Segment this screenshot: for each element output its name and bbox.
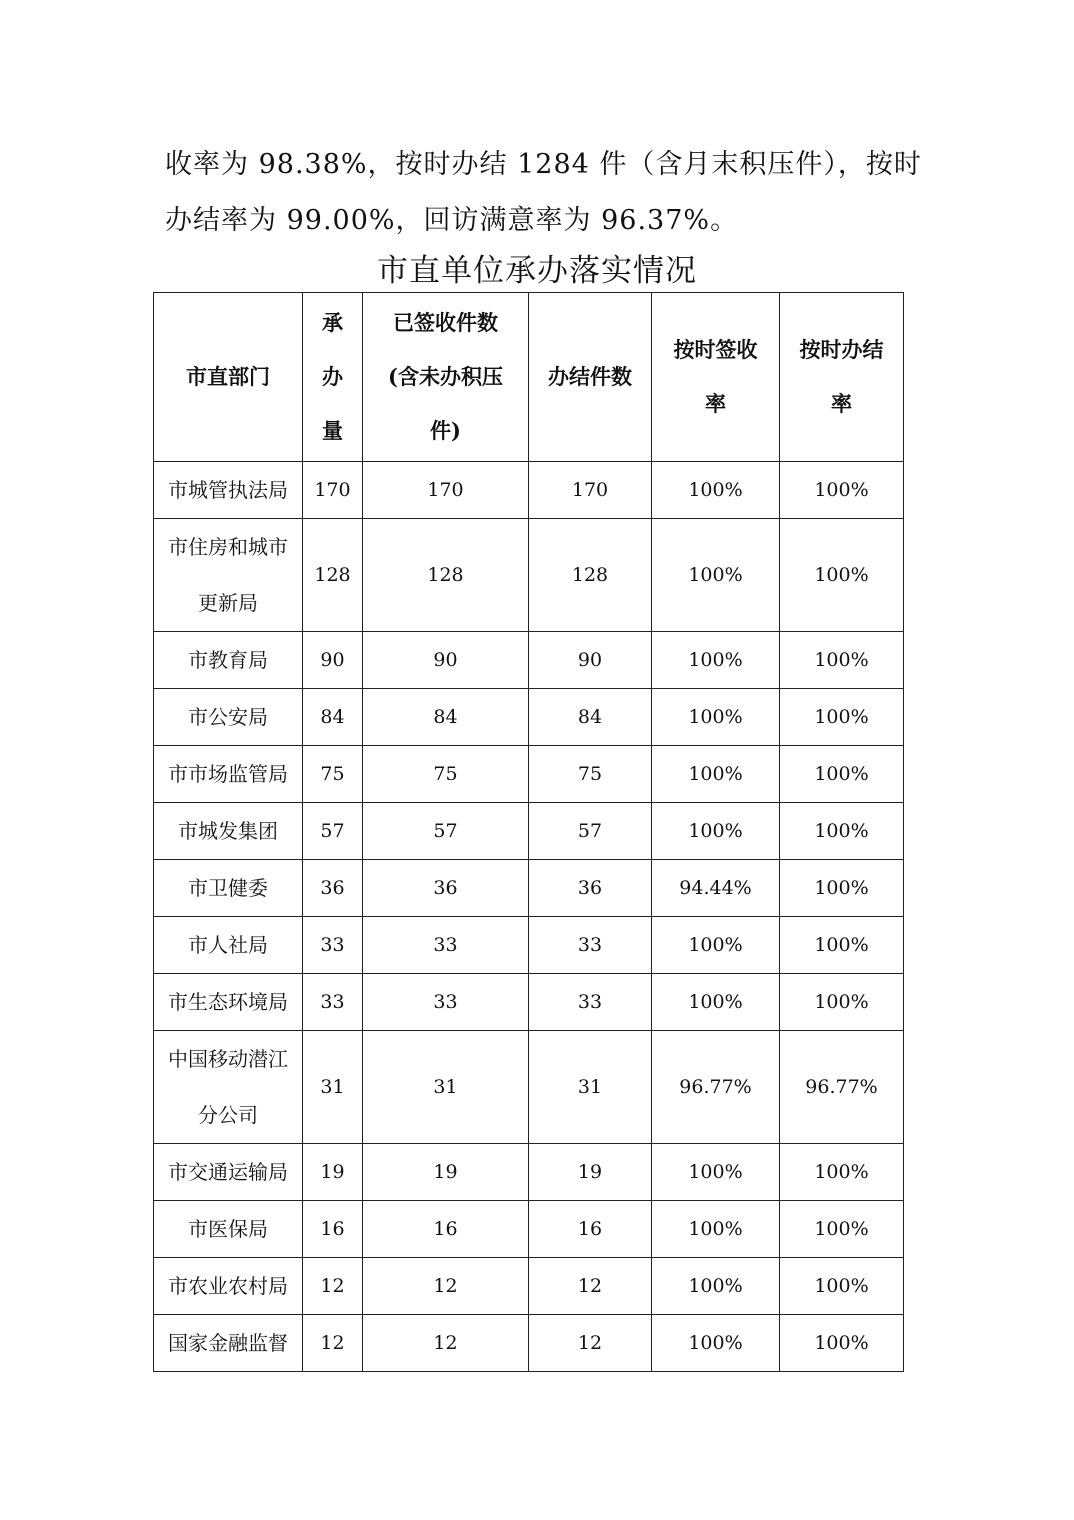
cell-ontime-complete: 100% — [780, 632, 904, 689]
cell-dept — [154, 974, 303, 1031]
cell-volume: 170 — [303, 462, 363, 519]
table-row — [154, 462, 904, 519]
header-signed-line: 件) — [430, 418, 461, 443]
cell-ontime-complete: 100% — [780, 689, 904, 746]
header-signed-line: 已签收件数 — [393, 310, 498, 335]
table-row — [154, 974, 904, 1031]
cell-dept-line: 中国移动潜江 — [168, 1047, 288, 1071]
cell-dept-line: 市住房和城市 — [168, 535, 288, 559]
cell-ontime-complete: 100% — [780, 1315, 904, 1372]
cell-volume: 36 — [303, 860, 363, 917]
cell-dept-line: 国家金融监督 — [168, 1331, 288, 1355]
cell-volume: 84 — [303, 689, 363, 746]
cell-ontime-sign: 100% — [652, 519, 780, 632]
table-row — [154, 746, 904, 803]
header-ontime-complete — [780, 293, 904, 462]
cell-ontime-sign: 100% — [652, 1258, 780, 1315]
cell-dept-line: 市城发集团 — [178, 819, 278, 843]
cell-ontime-sign: 100% — [652, 917, 780, 974]
header-ontime-complete-line: 率 — [831, 391, 852, 416]
cell-signed: 170 — [363, 462, 529, 519]
cell-ontime-complete: 100% — [780, 803, 904, 860]
cell-ontime-sign: 94.44% — [652, 860, 780, 917]
table-row — [154, 860, 904, 917]
cell-dept-line: 市医保局 — [188, 1217, 268, 1241]
cell-dept — [154, 1258, 303, 1315]
cell-ontime-complete: 100% — [780, 917, 904, 974]
cell-dept-line: 市生态环境局 — [168, 990, 288, 1014]
cell-volume: 16 — [303, 1201, 363, 1258]
cell-ontime-sign: 100% — [652, 1144, 780, 1201]
table-body — [154, 462, 904, 1372]
cell-signed: 12 — [363, 1315, 529, 1372]
cell-dept-line: 分公司 — [198, 1103, 258, 1127]
table-row — [154, 803, 904, 860]
cell-signed: 75 — [363, 746, 529, 803]
cell-completed: 170 — [529, 462, 652, 519]
cell-ontime-complete: 100% — [780, 860, 904, 917]
header-volume-line: 承 — [322, 310, 343, 335]
header-ontime-sign — [652, 293, 780, 462]
header-dept — [154, 293, 303, 462]
header-volume-line: 办 — [322, 364, 343, 389]
cell-signed: 36 — [363, 860, 529, 917]
cell-volume: 33 — [303, 974, 363, 1031]
table-row — [154, 1201, 904, 1258]
cell-signed: 90 — [363, 632, 529, 689]
cell-dept — [154, 1031, 303, 1144]
table-row — [154, 917, 904, 974]
header-volume — [303, 293, 363, 462]
cell-dept-line: 市卫健委 — [188, 876, 268, 900]
cell-dept — [154, 1144, 303, 1201]
cell-signed: 31 — [363, 1031, 529, 1144]
cell-volume: 12 — [303, 1315, 363, 1372]
cell-volume: 57 — [303, 803, 363, 860]
cell-dept-line: 市交通运输局 — [168, 1160, 288, 1184]
cell-dept — [154, 1201, 303, 1258]
cell-ontime-complete: 100% — [780, 1144, 904, 1201]
cell-signed: 12 — [363, 1258, 529, 1315]
header-volume-line: 量 — [322, 418, 343, 443]
cell-signed: 57 — [363, 803, 529, 860]
header-dept-label: 市直部门 — [186, 364, 270, 389]
cell-signed: 16 — [363, 1201, 529, 1258]
header-completed — [529, 293, 652, 462]
cell-dept-line: 市人社局 — [188, 933, 268, 957]
header-signed-line: (含未办积压 — [388, 364, 503, 389]
table-row — [154, 1144, 904, 1201]
cell-ontime-complete: 100% — [780, 1201, 904, 1258]
paragraph-line-2: 办结率为 99.00%，回访满意率为 96.37%。 — [165, 205, 739, 236]
cell-ontime-sign: 100% — [652, 689, 780, 746]
cell-dept — [154, 462, 303, 519]
units-table — [153, 292, 904, 1372]
cell-completed: 31 — [529, 1031, 652, 1144]
cell-ontime-complete: 100% — [780, 746, 904, 803]
cell-completed: 128 — [529, 519, 652, 632]
cell-ontime-sign: 100% — [652, 803, 780, 860]
cell-ontime-complete: 100% — [780, 519, 904, 632]
cell-completed: 84 — [529, 689, 652, 746]
cell-dept — [154, 519, 303, 632]
cell-completed: 90 — [529, 632, 652, 689]
cell-ontime-sign: 100% — [652, 632, 780, 689]
table-row — [154, 1031, 904, 1144]
table-title: 市直单位承办落实情况 — [377, 253, 697, 289]
cell-volume: 12 — [303, 1258, 363, 1315]
cell-dept — [154, 632, 303, 689]
cell-dept — [154, 803, 303, 860]
cell-ontime-sign: 100% — [652, 974, 780, 1031]
cell-completed: 36 — [529, 860, 652, 917]
cell-volume: 33 — [303, 917, 363, 974]
cell-volume: 75 — [303, 746, 363, 803]
cell-dept-line: 市公安局 — [188, 705, 268, 729]
cell-signed: 128 — [363, 519, 529, 632]
cell-dept-line: 市市场监管局 — [168, 762, 288, 786]
cell-signed: 84 — [363, 689, 529, 746]
cell-completed: 33 — [529, 974, 652, 1031]
cell-completed: 12 — [529, 1315, 652, 1372]
table-row — [154, 1258, 904, 1315]
cell-signed: 33 — [363, 917, 529, 974]
cell-completed: 12 — [529, 1258, 652, 1315]
table-header-row — [154, 293, 904, 462]
cell-dept-line: 市农业农村局 — [168, 1274, 288, 1298]
table-row — [154, 632, 904, 689]
cell-ontime-sign: 100% — [652, 746, 780, 803]
cell-dept — [154, 1315, 303, 1372]
cell-dept — [154, 860, 303, 917]
cell-signed: 19 — [363, 1144, 529, 1201]
cell-dept — [154, 689, 303, 746]
table-row — [154, 519, 904, 632]
cell-ontime-sign: 96.77% — [652, 1031, 780, 1144]
cell-dept — [154, 746, 303, 803]
cell-completed: 33 — [529, 917, 652, 974]
cell-completed: 19 — [529, 1144, 652, 1201]
cell-ontime-complete: 100% — [780, 1258, 904, 1315]
cell-ontime-sign: 100% — [652, 462, 780, 519]
cell-completed: 57 — [529, 803, 652, 860]
cell-signed: 33 — [363, 974, 529, 1031]
table-row — [154, 689, 904, 746]
cell-completed: 16 — [529, 1201, 652, 1258]
cell-ontime-complete: 100% — [780, 462, 904, 519]
cell-dept — [154, 917, 303, 974]
cell-volume: 90 — [303, 632, 363, 689]
cell-ontime-complete: 100% — [780, 974, 904, 1031]
header-ontime-sign-line: 按时签收 — [673, 337, 758, 362]
header-completed-label: 办结件数 — [548, 364, 632, 389]
cell-completed: 75 — [529, 746, 652, 803]
cell-dept-line: 市教育局 — [188, 648, 268, 672]
cell-dept-line: 更新局 — [198, 591, 258, 615]
header-signed — [363, 293, 529, 462]
table-row — [154, 1315, 904, 1372]
header-ontime-complete-line: 按时办结 — [799, 337, 884, 362]
cell-ontime-sign: 100% — [652, 1201, 780, 1258]
cell-volume: 128 — [303, 519, 363, 632]
header-ontime-sign-line: 率 — [705, 391, 726, 416]
cell-volume: 19 — [303, 1144, 363, 1201]
paragraph-line-1: 收率为 98.38%，按时办结 1284 件（含月末积压件），按时 — [165, 149, 922, 180]
cell-ontime-sign: 100% — [652, 1315, 780, 1372]
cell-ontime-complete: 96.77% — [780, 1031, 904, 1144]
cell-volume: 31 — [303, 1031, 363, 1144]
cell-dept-line: 市城管执法局 — [168, 478, 288, 502]
